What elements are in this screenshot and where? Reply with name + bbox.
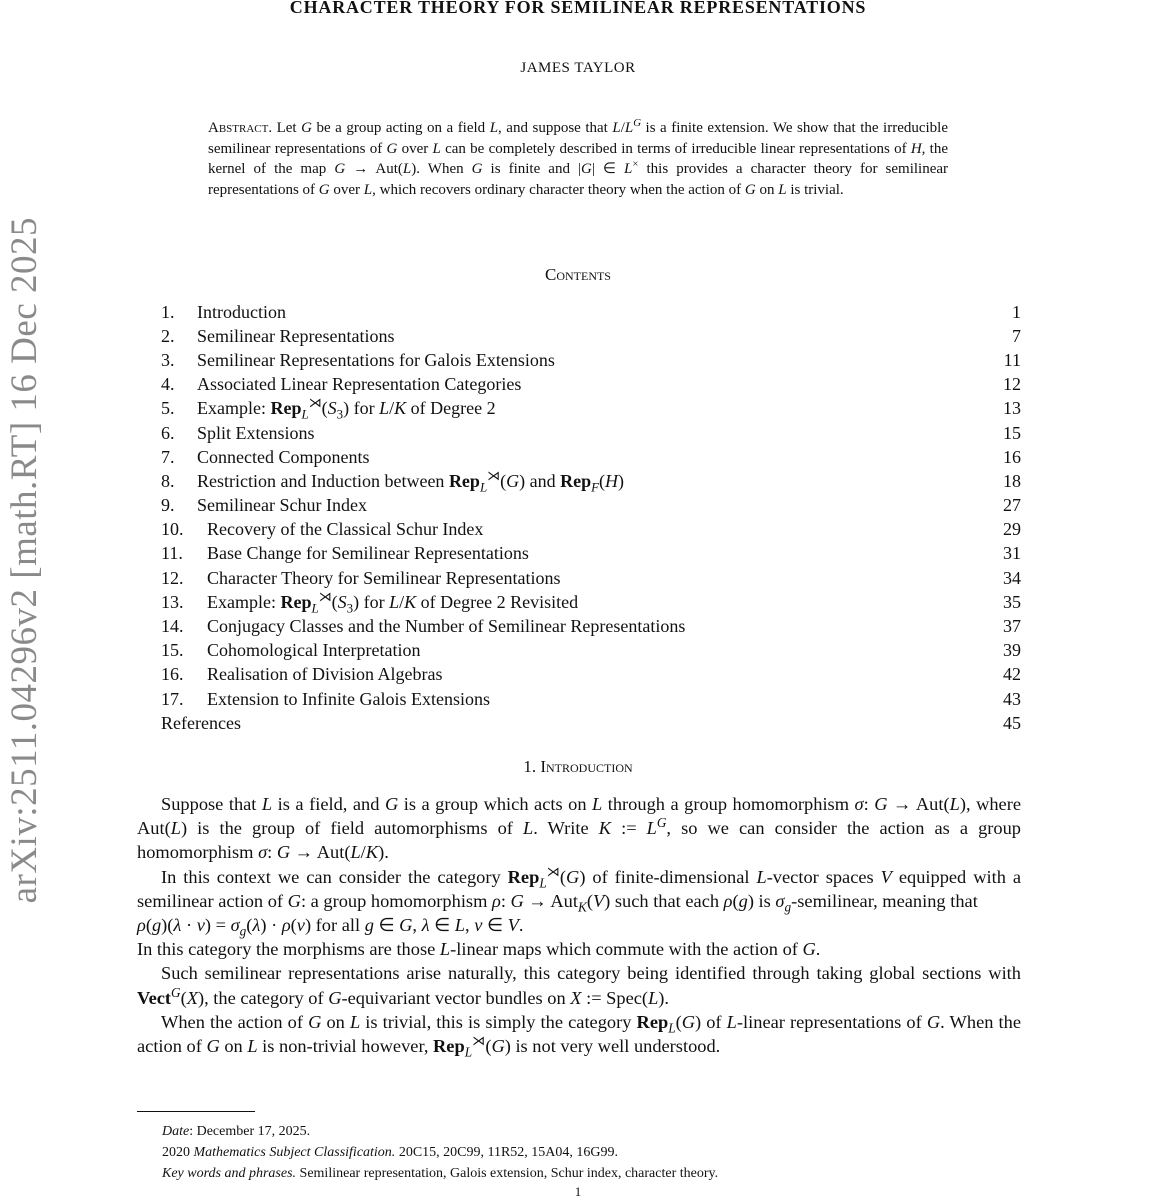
paragraph: Suppose that L is a field, and G is a group which acts on L through a group homomorphism σ: G → Aut(L), where Aut(L) is the group of field automorphisms of L. Write K := $L^G$, so we can consider the action as a group homomorphism σ: G → Aut(L/K). [137,794,1021,863]
toc-entry-page: 39 [1003,640,1021,661]
toc-entry-number: 5. [161,398,175,419]
toc-entry[interactable] [161,687,1021,711]
toc-entry-title: Semilinear Representations for Galois Extensions [197,349,555,370]
toc-entry-number: 14. [161,616,184,637]
toc-entry-page: 42 [1003,664,1021,685]
toc-entry[interactable] [161,566,1021,590]
toc-entry-page: 13 [1003,398,1021,419]
footnote-msc-label: 2020 Mathematics Subject Classification. [162,1145,396,1160]
toc-entry-page: 12 [1003,374,1021,395]
toc-entry-number: 1. [161,301,175,322]
toc-entry-number: 6. [161,422,175,443]
toc-entry[interactable] [161,324,1021,348]
toc-entry-page: 35 [1003,591,1021,612]
abstract-text: Let G be a group acting on a field L, and suppose that $L/L^G$ is a finite extension. We show that the irreducible semilinear representations of G over L can be completely described in terms of irreducible linear representations of H, the kernel of the map G → Aut(L). When G is finite and |G| ∈ L× this provides a character theory for semilinear representations of G over L, which recovers ordinary character theory when the action of G on L is trivial. [208,117,949,198]
toc-entry-title: Introduction [197,301,286,322]
toc-entry-number: 11. [161,543,183,564]
section-number: 1. [523,757,537,776]
paragraph: In this category the morphisms are those L-linear maps which commute with the action of G. [137,939,821,960]
toc-entry-number: 4. [161,374,175,395]
toc-entry-title: Semilinear Schur Index [197,495,367,516]
toc-entry-number: 17. [161,688,184,709]
toc-entry-number: 3. [161,349,175,370]
toc-entry-page: 37 [1003,616,1021,637]
toc-entry[interactable] [161,614,1021,638]
toc-entry[interactable] [161,590,1021,614]
footnote-keywords [162,1163,1022,1184]
footnote-rule [137,1111,255,1112]
toc-entry[interactable] [161,300,1021,324]
toc-entry-number: 12. [161,567,184,588]
footnote-keywords-value: Semilinear representation, Galois extension, Schur index, character theory. [299,1166,719,1181]
table-of-contents [161,300,1021,735]
toc-entry[interactable] [161,542,1021,566]
toc-entry-number: 10. [161,519,184,540]
toc-entry-number: 2. [161,325,175,346]
abstract-label: Abstract. [208,120,273,136]
toc-entry[interactable] [161,663,1021,687]
toc-entry-title: Connected Components [197,446,370,467]
toc-entry-number: 7. [161,446,175,467]
toc-entry[interactable] [161,711,1021,735]
toc-entry-page: 18 [1003,470,1021,491]
footnote-keywords-label: Key words and phrases. [162,1166,297,1181]
toc-entry-number: 9. [161,495,175,516]
toc-entry-page: 31 [1003,543,1021,564]
footnote-msc-value: 20C15, 20C99, 11R52, 15A04, 16G99. [398,1145,619,1160]
toc-entry-page: 1 [1012,301,1021,322]
paragraph: Such semilinear representations arise naturally, this category being identified through taking global sections with Vect$^G$(X), the category of G-equivariant vector bundles on X := Spec(L). [137,963,1021,1008]
toc-entry[interactable] [161,445,1021,469]
toc-entry-title: Associated Linear Representation Categories [197,374,522,395]
section-heading [0,757,1156,777]
toc-entry[interactable] [161,397,1021,421]
footnote-date-label: Date [162,1124,190,1139]
toc-entry-page: 11 [1003,349,1021,370]
paper-author: JAMES TAYLOR [520,60,636,76]
display-equation: $\rho(g)(\lambda \cdot v) = \sigma_g(\lambda) \cdot \rho(v)$ for all g ∈ G, λ ∈ L, v ∈ V. [137,915,524,939]
footnote-msc [162,1142,1022,1163]
toc-entry-page: 27 [1003,495,1021,516]
toc-entry-title: Extension to Infinite Galois Extensions [207,688,490,709]
toc-entry-page: 7 [1012,325,1021,346]
arxiv-id: arXiv:2511.04296v2 [math.RT] 16 Dec 2025 [3,216,45,904]
toc-entry-page: 43 [1003,688,1021,709]
toc-entry[interactable] [161,494,1021,518]
toc-entry-title: Example: $Rep_L^⋊(S_3)$ for L/K of Degree 2 [197,395,496,422]
toc-entry[interactable] [161,373,1021,397]
toc-entry-number: 13. [161,591,184,612]
toc-entry[interactable] [161,469,1021,493]
arxiv-stamp [2,180,46,940]
abstract [208,118,948,200]
toc-entry[interactable] [161,421,1021,445]
toc-entry-page: 16 [1003,446,1021,467]
paragraph: When the action of G on L is trivial, this is simply the category Rep$_L$(G) of L-linear representations of G. When the action of G on L is non-trivial however, Rep$_L$⋊(G) is not very well understood. [137,1011,1022,1060]
toc-entry-title: Cohomological Interpretation [207,640,421,661]
toc-entry[interactable] [161,518,1021,542]
toc-entry-title: Conjugacy Classes and the Number of Semilinear Representations [207,616,686,637]
toc-entry-page: 29 [1003,519,1021,540]
toc-entry-title: Example: $Rep_L^⋊(S_3)$ for L/K of Degree 2 Revisited [207,588,579,616]
paragraph: In this context we can consider the category Rep$_L$⋊(G) of finite-dimensional L-vector spaces V equipped with a semilinear action of G: a group homomorphism ρ: G → Aut$_K$(V) such that each ρ(g) is $\sigma_g$-semilinear, meaning that [137,863,1021,915]
toc-entry-title: Semilinear Representations [197,325,395,346]
toc-entry-title: Recovery of the Classical Schur Index [207,519,484,540]
section-title: Introduction [540,757,633,776]
toc-entry-number: 15. [161,640,184,661]
toc-entry-title: Split Extensions [197,422,315,443]
toc-entry-number: 8. [161,470,175,491]
toc-entry-page: 34 [1003,567,1021,588]
toc-entry-title: References [161,712,241,733]
footnote-date: Date: December 17, 2025. [162,1124,311,1139]
toc-entry[interactable] [161,348,1021,372]
contents-heading: Contents [544,265,611,284]
paper-title: CHARACTER THEORY FOR SEMILINEAR REPRESENTATIONS [289,0,867,17]
toc-entry[interactable] [161,639,1021,663]
footnote-date-value: December 17, 2025. [196,1124,311,1139]
toc-entry-title: Restriction and Induction between Rep$_L$⋊(G) and Rep$_F$(H) [197,467,625,495]
page-number: 1 [574,1184,582,1199]
toc-entry-title: Base Change for Semilinear Representations [207,543,529,564]
toc-entry-number: 16. [161,664,184,685]
footnotes [162,1121,1022,1184]
section-body [137,792,1021,1058]
toc-entry-page: 15 [1003,422,1021,443]
toc-entry-page: 45 [1003,712,1021,733]
toc-entry-title: Realisation of Division Algebras [207,664,443,685]
toc-entry-title: Character Theory for Semilinear Representations [207,567,561,588]
